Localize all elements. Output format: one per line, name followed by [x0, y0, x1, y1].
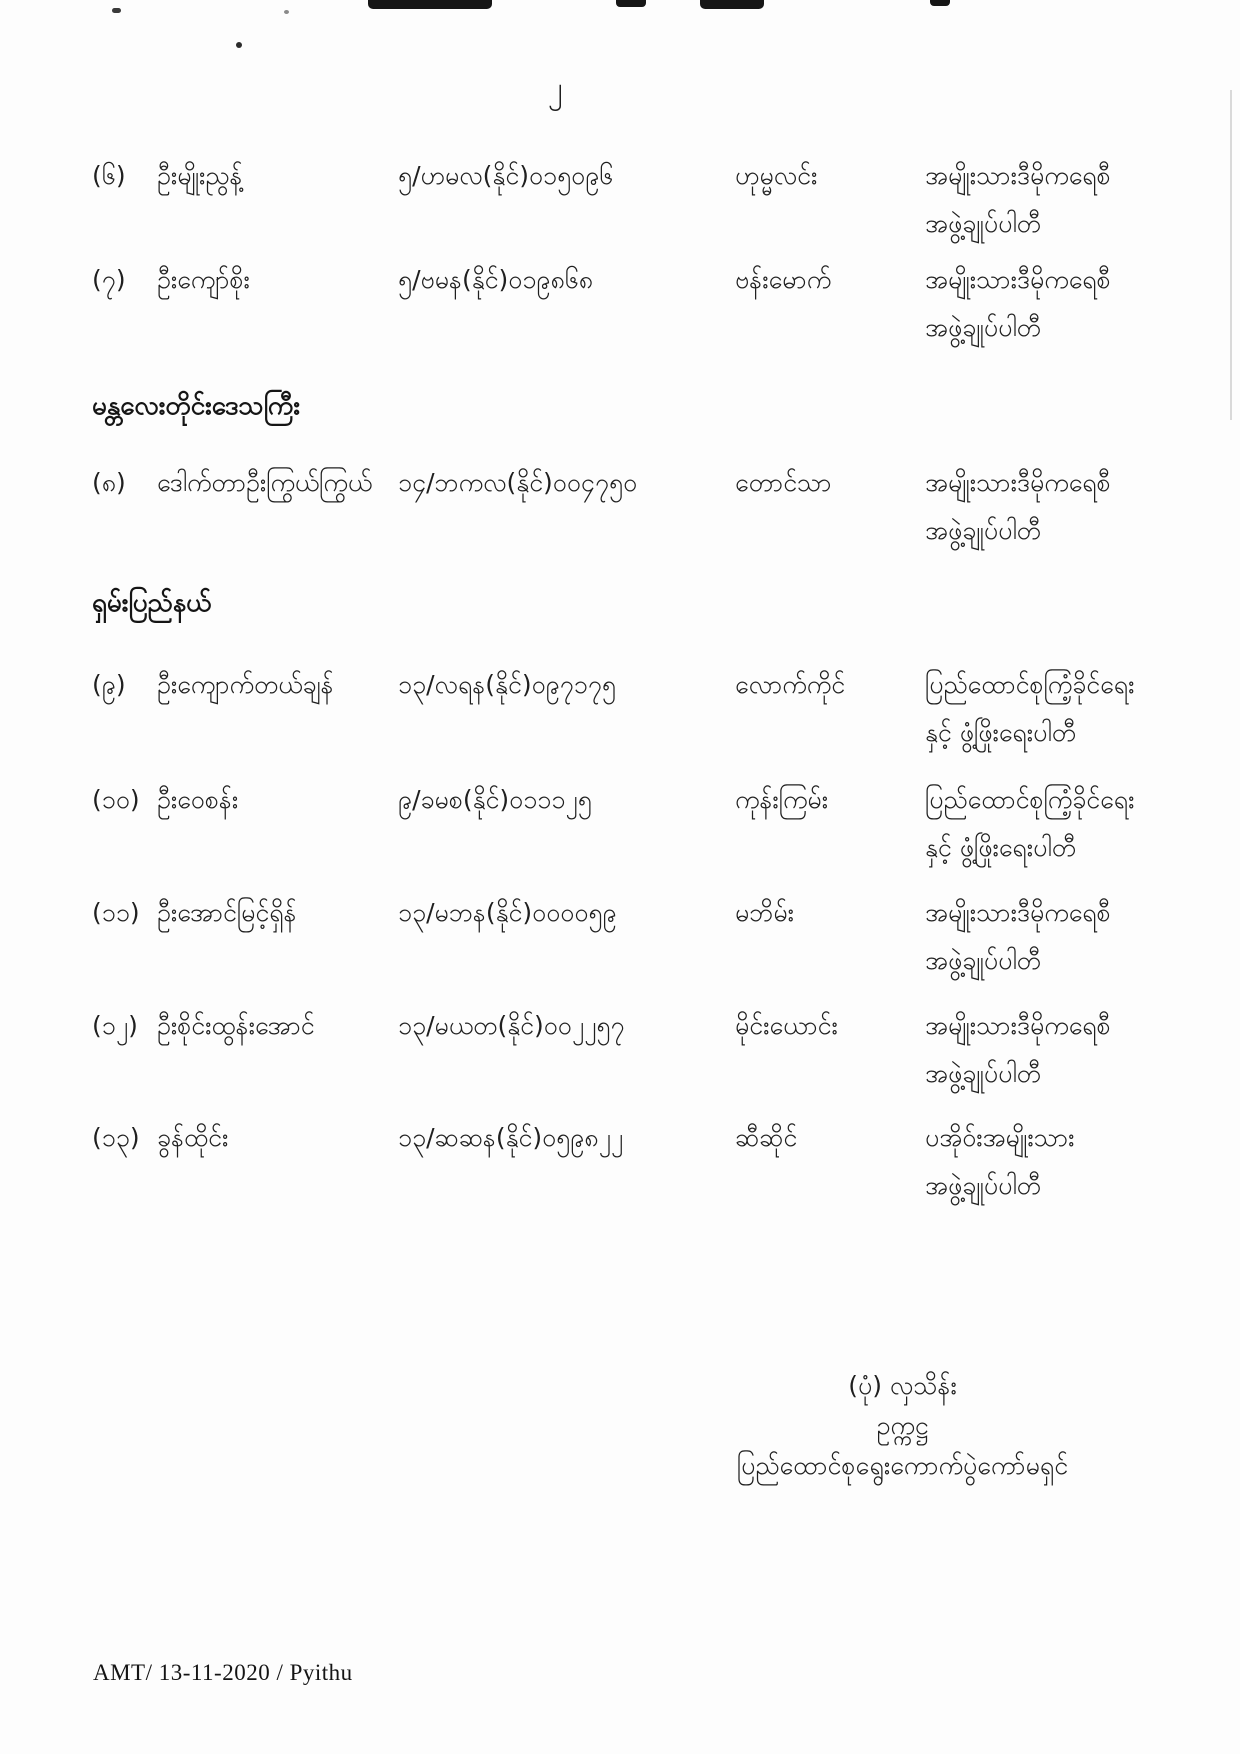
party-line-1: ပြည်ထောင်စုကြံ့ခိုင်ရေး — [925, 670, 1135, 699]
row-number: (၁၃) — [92, 1123, 140, 1152]
party-line-1: ပအိုဝ်းအမျိုးသား — [925, 1123, 1075, 1152]
signature-block — [620, 1366, 1185, 1486]
township: ဆီဆိုင် — [735, 1123, 798, 1152]
row-number: (၈) — [92, 468, 126, 497]
township: မိုင်းယောင်း — [735, 1011, 838, 1040]
nrc-number: ၁၃/လရန(နိုင်)၀၉၇၁၇၅ — [398, 670, 616, 699]
party — [925, 667, 1195, 751]
party — [925, 1120, 1195, 1204]
scan-artifact — [284, 10, 289, 14]
party — [925, 465, 1195, 549]
candidate-name: ခွန်ထိုင်း — [157, 1123, 229, 1152]
party — [925, 895, 1195, 979]
nrc-number: ၅/ဟမလ(နိုင်)၀၁၅၀၉၆ — [398, 161, 614, 190]
party-line-2: အဖွဲ့ချုပ်ပါတီ — [925, 946, 1042, 975]
scan-artifact — [112, 8, 121, 13]
party-line-1: အမျိုးသားဒီမိုကရေစီ — [925, 161, 1111, 190]
scan-edge-shadow — [1230, 90, 1232, 420]
nrc-number: ၅/ဗမန(နိုင်)၀၁၉၈၆၈ — [398, 265, 594, 294]
signature-org: ပြည်ထောင်စုရွေးကောက်ပွဲကော်မရှင် — [736, 1451, 1069, 1480]
nrc-number: ၁၃/မယတ(နိုင်)၀၀၂၂၅၇ — [398, 1011, 625, 1040]
row-number: (၇) — [92, 265, 126, 294]
row-number: (၉) — [92, 670, 126, 699]
scan-artifact — [236, 42, 242, 48]
township: ဗန်းမောက် — [735, 265, 832, 294]
signature-name: (ပုံ) လှသိန်း — [848, 1371, 957, 1400]
party-line-2: အဖွဲ့ချုပ်ပါတီ — [925, 516, 1042, 545]
scan-artifact — [700, 0, 764, 9]
party-line-1: ပြည်ထောင်စုကြံ့ခိုင်ရေး — [925, 785, 1135, 814]
party-line-1: အမျိုးသားဒီမိုကရေစီ — [925, 468, 1111, 497]
row-number: (၁၁) — [92, 898, 140, 927]
township: လောက်ကိုင် — [735, 670, 846, 699]
candidate-name: ဦးဝေစန်း — [157, 785, 239, 814]
nrc-number: ၁၄/ဘကလ(နိုင်)၀၀၄၇၅၀ — [398, 468, 638, 497]
candidate-name: ဦးကျော်စိုး — [157, 265, 250, 294]
scan-artifact — [368, 0, 492, 9]
row-number: (၁၂) — [92, 1011, 138, 1040]
party-line-2: အဖွဲ့ချုပ်ပါတီ — [925, 313, 1042, 342]
party — [925, 262, 1195, 346]
candidate-name: ဒေါက်တာဦးကြွယ်ကြွယ် — [157, 468, 373, 497]
candidate-name: ဦးမျိုးညွန့် — [157, 161, 243, 190]
scan-artifact — [930, 0, 950, 6]
nrc-number: ၁၃/မဘန(နိုင်)၀၀၀၀၅၉ — [398, 898, 617, 927]
nrc-number: ၉/ခမစ(နိုင်)၀၁၁၁၂၅ — [398, 785, 592, 814]
township: တောင်သာ — [735, 468, 832, 497]
candidate-name: ဦးအောင်မြင့်ရှိန် — [157, 898, 297, 927]
party — [925, 158, 1195, 242]
scan-artifact — [616, 0, 646, 7]
row-number: (၆) — [92, 161, 126, 190]
footer-reference: AMT/ 13-11-2020 / Pyithu — [93, 1660, 353, 1685]
party-line-2: အဖွဲ့ချုပ်ပါတီ — [925, 1171, 1042, 1200]
section-header-mandalay-region: မန္တလေးတိုင်းဒေသကြီး — [92, 391, 300, 421]
party-line-2: နှင့် ဖွံ့ဖြိုးရေးပါတီ — [925, 718, 1077, 747]
party-line-2: အဖွဲ့ချုပ်ပါတီ — [925, 1059, 1042, 1088]
nrc-number: ၁၃/ဆဆန(နိုင်)၀၅၉၈၂၂ — [398, 1123, 624, 1152]
party-line-1: အမျိုးသားဒီမိုကရေစီ — [925, 265, 1111, 294]
party-line-2: နှင့် ဖွံ့ဖြိုးရေးပါတီ — [925, 833, 1077, 862]
party-line-2: အဖွဲ့ချုပ်ပါတီ — [925, 209, 1042, 238]
party-line-1: အမျိုးသားဒီမိုကရေစီ — [925, 898, 1111, 927]
township: ဟုမ္မလင်း — [735, 161, 818, 190]
section-header-shan-state: ရှမ်းပြည်နယ် — [92, 588, 212, 618]
candidate-name: ဦးစိုင်းထွန်းအောင် — [157, 1011, 315, 1040]
candidate-name: ဦးကျောက်တယ်ချန် — [157, 670, 334, 699]
row-number: (၁၀) — [92, 785, 140, 814]
party — [925, 782, 1195, 866]
party-line-1: အမျိုးသားဒီမိုကရေစီ — [925, 1011, 1111, 1040]
township: မဘိမ်း — [735, 898, 794, 927]
page-number: ၂ — [548, 71, 563, 106]
party — [925, 1008, 1195, 1092]
township: ကုန်းကြမ်း — [735, 785, 829, 814]
signature-title: ဥက္ကဋ္ဌ — [876, 1411, 929, 1440]
